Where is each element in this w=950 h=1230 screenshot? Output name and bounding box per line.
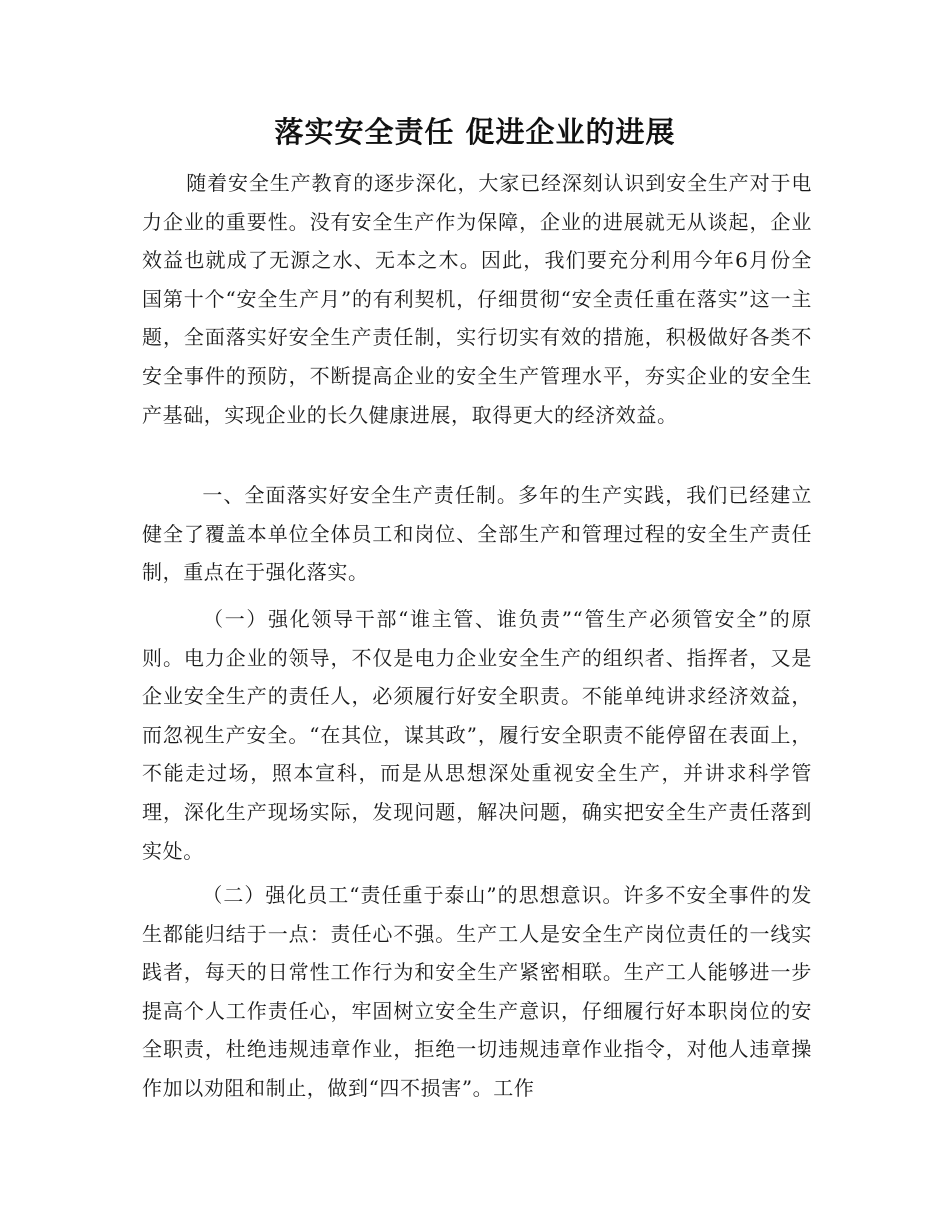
paragraph-intro-text: 随着安全生产教育的逐步深化，大家已经深刻认识到安全生产对于电力企业的重要性。没有安全生产作为保障，企业的进展就无从谈起，企业效益也就成了无源之水、无本之木。因此，我们要充分利用今年6月份全国第十个“安全生产月”的有利契机，仔细贯彻“安全责任重在落实”这一主题，全面落实好安全生产责任制，实行切实有效的措施，积极做好各类不安全事件的预防，不断提高企业的安全生产管理水平，夯实企业的安全生产基础，实现企业的长久健康进展，取得更大的经济效益。: [142, 171, 812, 427]
paragraph-item-one: [142, 600, 812, 870]
paragraph-item-two-text: （二）强化员工“责任重于泰山”的思想意识。许多不安全事件的发生都能归结于一点：责任心不强。生产工人是安全生产岗位责任的一线实践者，每天的日常性工作行为和安全生产紧密相联。生产工人能够进一步提高个人工作责任心，牢固树立安全生产意识，仔细履行好本职岗位的安全职责，杜绝违规违章作业，拒绝一切违规违章作业指令，对他人违章操作加以劝阻和制止，做到“四不损害”。工作: [142, 883, 812, 1100]
paragraph-section-one-text: 一、全面落实好安全生产责任制。多年的生产实践，我们已经建立健全了覆盖本单位全体员工和岗位、全部生产和管理过程的安全生产责任制，重点在于强化落实。: [142, 483, 812, 585]
paragraph-item-one-text: （一）强化领导干部“谁主管、谁负责”“管生产必须管安全”的原则。电力企业的领导，不仅是电力企业安全生产的组织者、指挥者，又是企业安全生产的责任人，必须履行好安全职责。不能单纯讲求经济效益，而忽视生产安全。“在其位，谋其政”，履行安全职责不能停留在表面上，不能走过场，照本宣科，而是从思想深处重视安全生产，并讲求科学管理，深化生产现场实际，发现问题，解决问题，确实把安全生产责任落到实处。: [142, 607, 812, 863]
paragraph-section-one: [142, 476, 812, 592]
document-title: 落实安全责任 促进企业的进展: [274, 115, 676, 149]
paragraph-item-two: [142, 876, 812, 1108]
paragraph-intro: [142, 164, 812, 434]
